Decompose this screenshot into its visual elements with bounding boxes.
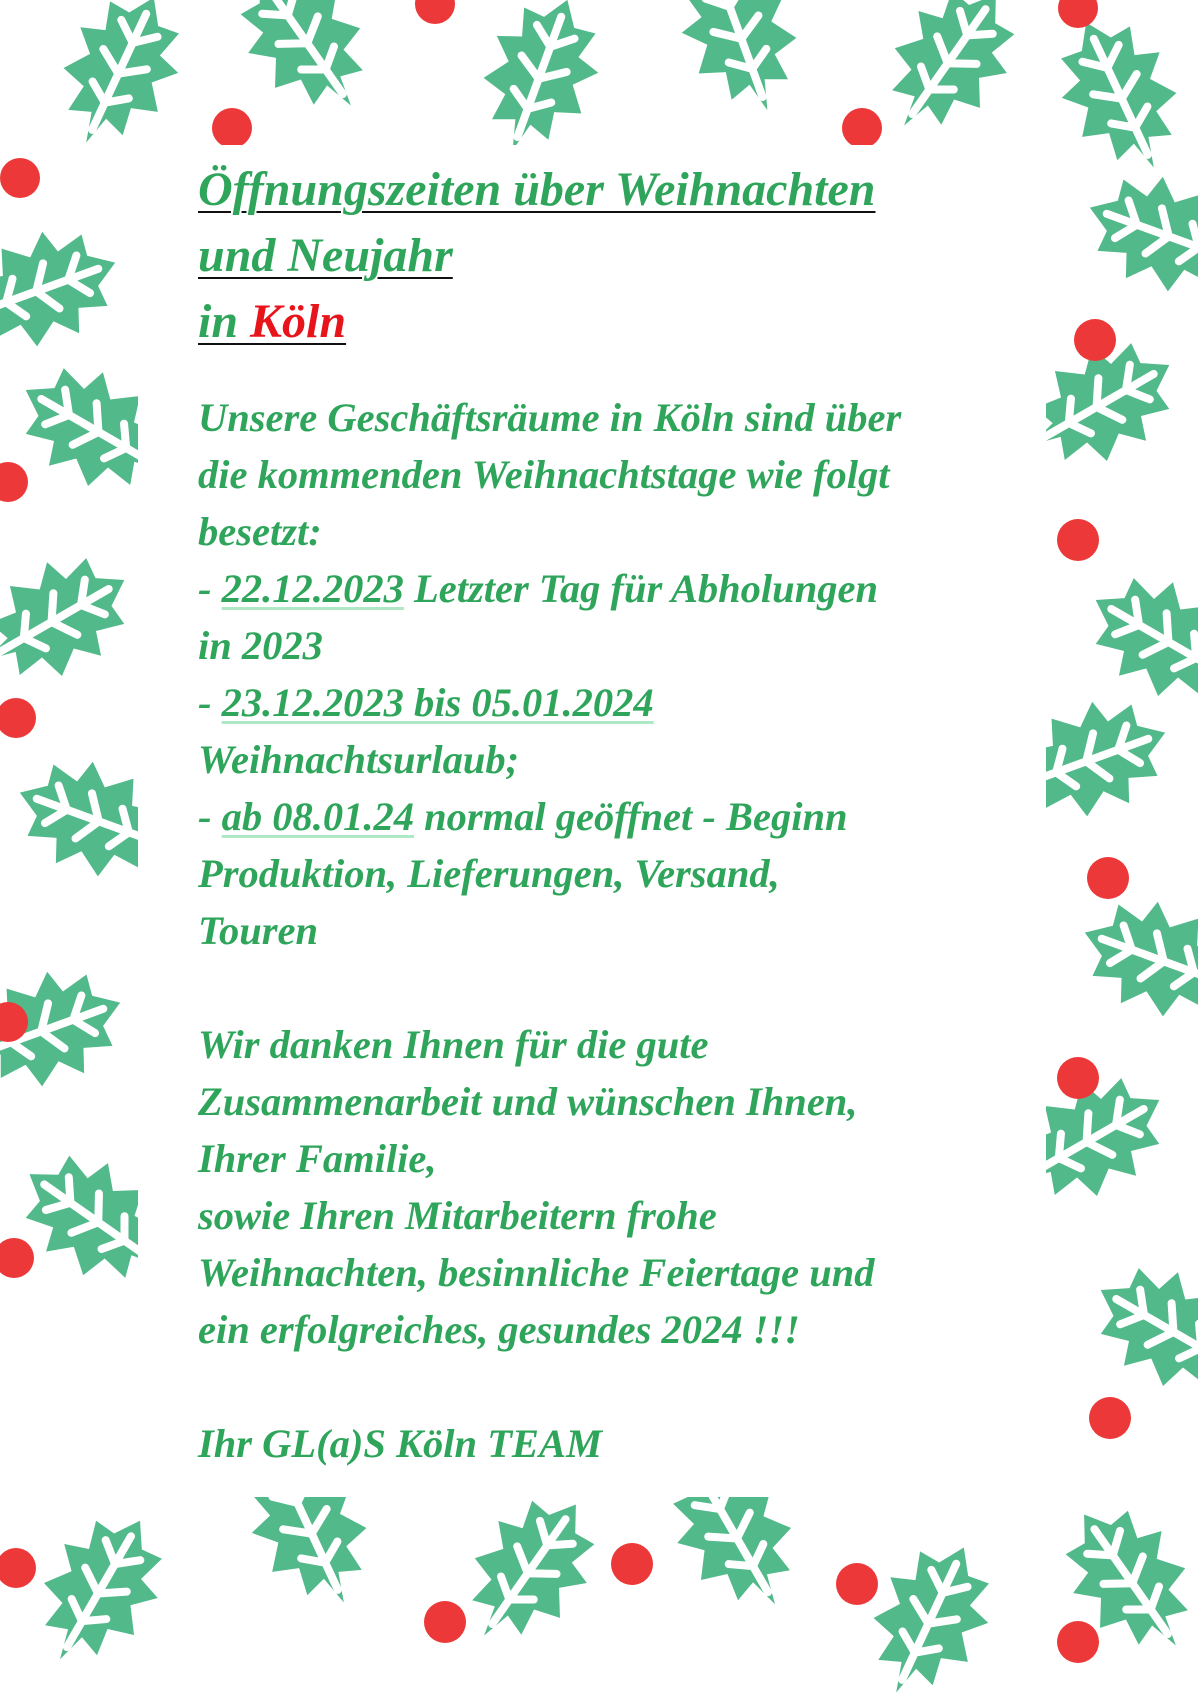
thanks-paragraph	[198, 1016, 1026, 1358]
schedule-cont-1: in 2023	[198, 623, 323, 668]
intro-line-2: die kommenden Weihnachtstage wie folgt	[198, 452, 890, 497]
title-line-2: und Neujahr	[198, 229, 453, 282]
schedule-text-1: Letzter Tag für Abholungen	[403, 566, 878, 611]
thanks-line-2: Zusammenarbeit und wünschen Ihnen,	[198, 1079, 858, 1124]
title-line-1: Öffnungszeiten über Weihnachten	[198, 163, 876, 216]
thanks-line-6: ein erfolgreiches, gesundes 2024 !!!	[198, 1307, 800, 1352]
intro-line-1: Unsere Geschäftsräume in Köln sind über	[198, 395, 902, 440]
schedule-date-3: ab 08.01.24	[221, 794, 414, 839]
schedule-text-3: normal geöffnet - Beginn	[414, 794, 848, 839]
intro-line-3: besetzt:	[198, 509, 322, 554]
thanks-line-3: Ihrer Familie,	[198, 1136, 437, 1181]
notice-body	[198, 389, 1026, 1472]
thanks-line-5: Weihnachten, besinnliche Feiertage und	[198, 1250, 875, 1295]
thanks-line-1: Wir danken Ihnen für die gute	[198, 1022, 709, 1067]
schedule-date-2: 23.12.2023 bis 05.01.2024	[221, 680, 654, 725]
spacer	[198, 1358, 1026, 1415]
schedule-date-1: 22.12.2023	[221, 566, 404, 611]
schedule-item-1: - 22.12.2023 Letzter Tag für Abholungen in 2023	[198, 560, 1026, 674]
schedule-cont-3b: Touren	[198, 908, 319, 953]
notice-title	[198, 157, 1026, 355]
title-line-3-prefix: in	[198, 295, 239, 348]
schedule-cont-2: Weihnachtsurlaub;	[198, 737, 520, 782]
title-city: Köln	[250, 295, 347, 348]
thanks-line-4: sowie Ihren Mitarbeitern frohe	[198, 1193, 717, 1238]
spacer	[198, 959, 1026, 1016]
schedule-cont-3a: Produktion, Lieferungen, Versand,	[198, 851, 780, 896]
signature: Ihr GL(a)S Köln TEAM	[198, 1421, 602, 1466]
notice-panel	[138, 145, 1046, 1497]
schedule-item-3: - ab 08.01.24 normal geöffnet - Beginn Produktion, Lieferungen, Versand, Touren	[198, 788, 1026, 959]
schedule-item-2: - 23.12.2023 bis 05.01.2024 Weihnachtsurlaub;	[198, 674, 1026, 788]
